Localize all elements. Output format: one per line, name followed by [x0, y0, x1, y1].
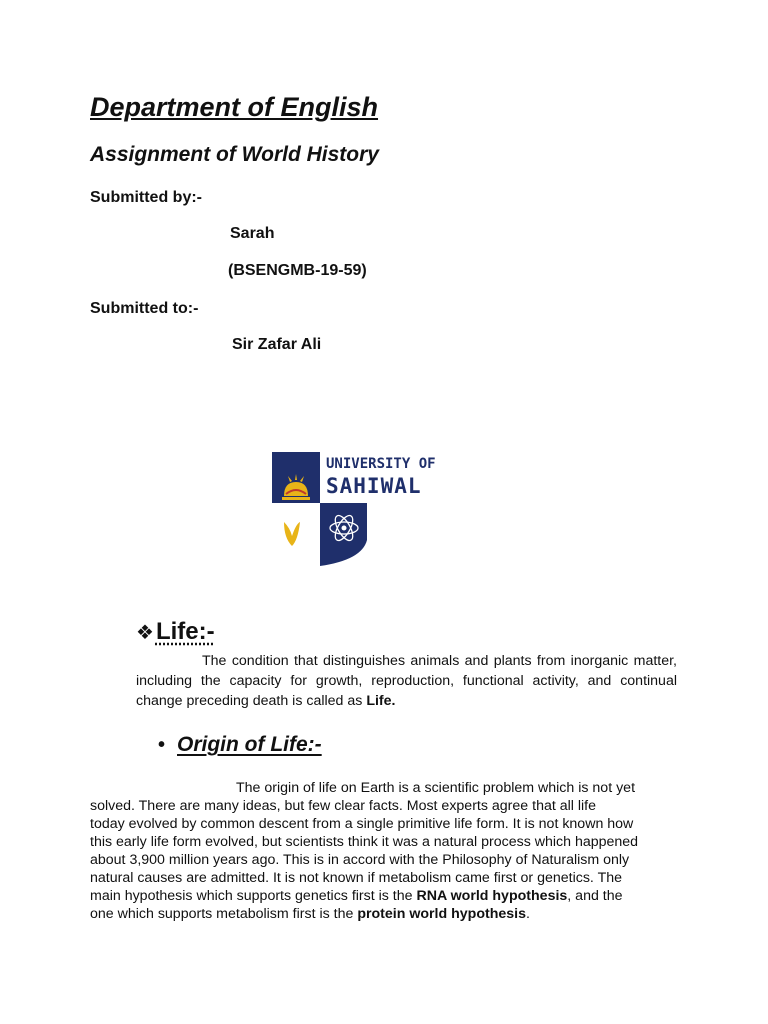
university-crest-icon	[262, 410, 438, 600]
origin-heading	[158, 733, 322, 757]
origin-line8-post: .	[526, 906, 530, 922]
life-heading	[136, 618, 215, 646]
student-name: Sarah	[230, 225, 275, 242]
assignment-title: Assignment of World History	[90, 143, 379, 166]
origin-line: solved. There are many ideas, but few clear facts. Most experts agree that all life	[90, 798, 597, 814]
origin-line: natural causes are admitted. It is not known if metabolism came first or genetics. The	[90, 870, 623, 886]
origin-line: today evolved by common descent from a single primitive life form. It is not known how	[90, 816, 634, 832]
department-title: Department of English	[90, 92, 379, 122]
rna-hypothesis: RNA world hypothesis	[416, 888, 568, 904]
life-paragraph	[136, 651, 677, 711]
life-text: The condition that distinguishes animals and plants from inorganic matter, including the capacity for growth, reproduction, functional activity, and continual change preceding death is called as	[136, 653, 677, 709]
life-bold-end: Life.	[366, 693, 396, 709]
diamond-bullet-icon: ❖	[136, 621, 154, 644]
teacher-name: Sir Zafar Ali	[232, 336, 322, 353]
origin-line7-pre: main hypothesis which supports genetics first is the	[90, 888, 417, 904]
logo-line2: SAHIWAL	[326, 474, 422, 498]
student-id: (BSENGMB-19-59)	[228, 262, 367, 279]
origin-title: Origin of Life:-	[177, 733, 322, 756]
submitted-by-label: Submitted by:-	[90, 189, 202, 206]
bullet-icon: •	[158, 733, 166, 756]
submitted-to-label: Submitted to:-	[90, 300, 199, 317]
origin-line	[90, 905, 680, 923]
origin-line: about 3,900 million years ago. This is in accord with the Philosophy of Naturalism only	[90, 852, 630, 868]
origin-paragraph	[90, 779, 680, 923]
university-logo	[262, 410, 438, 600]
origin-line8-pre: one which supports metabolism first is the	[90, 906, 358, 922]
origin-line7-post: , and the	[567, 888, 623, 904]
origin-line: this early life form evolved, but scientists think it was a natural process which happened	[90, 834, 639, 850]
origin-line	[90, 887, 680, 905]
protein-hypothesis: protein world hypothesis	[357, 906, 526, 922]
origin-line: The origin of life on Earth is a scientific problem which is not yet	[236, 780, 636, 796]
life-title: Life:-	[155, 618, 215, 645]
logo-line1: UNIVERSITY OF	[326, 456, 436, 472]
